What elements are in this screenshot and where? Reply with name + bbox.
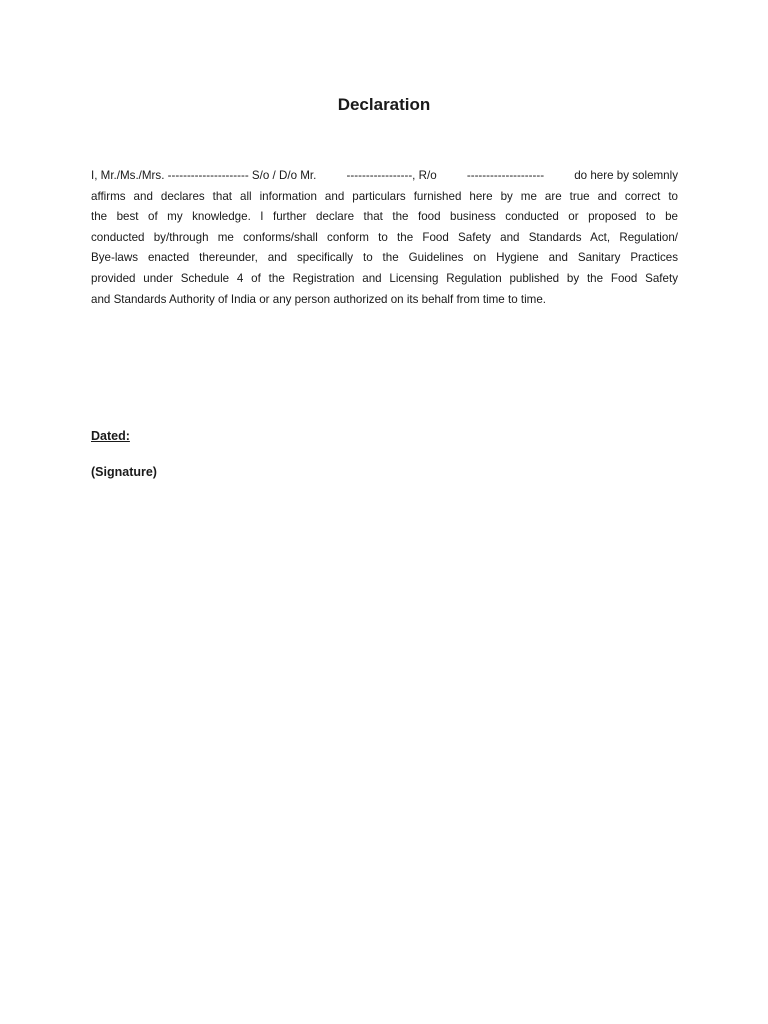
- declaration-line: affirms and declares that all information and particulars furnished here by me are true and correct to: [91, 189, 678, 203]
- dated-label: Dated:: [91, 429, 130, 443]
- declarant-intro: I, Mr./Ms./Mrs. --------------------- S/o / D/o Mr.: [91, 169, 317, 182]
- declaration-line: conducted by/through me conforms/shall conform to the Food Safety and Standards Act, Regulation/: [91, 230, 678, 244]
- declaration-line: the best of my knowledge. I further declare that the food business conducted or proposed to be: [91, 210, 678, 224]
- declaration-first-line: [91, 166, 678, 187]
- document-title: Declaration: [337, 95, 431, 114]
- father-name-blank: -----------------, R/o: [346, 169, 437, 182]
- declaration-tail: do here by solemnly: [574, 169, 678, 182]
- declaration-line: and Standards Authority of India or any person authorized on its behalf from time to time.: [91, 292, 546, 306]
- address-blank: --------------------: [466, 169, 545, 182]
- declaration-paragraph: [91, 166, 678, 310]
- declaration-line: Bye-laws enacted thereunder, and specifically to the Guidelines on Hygiene and Sanitary Practices: [91, 251, 678, 265]
- declaration-line: provided under Schedule 4 of the Registration and Licensing Regulation published by the Food Safety: [91, 271, 678, 285]
- signature-label: (Signature): [91, 465, 157, 479]
